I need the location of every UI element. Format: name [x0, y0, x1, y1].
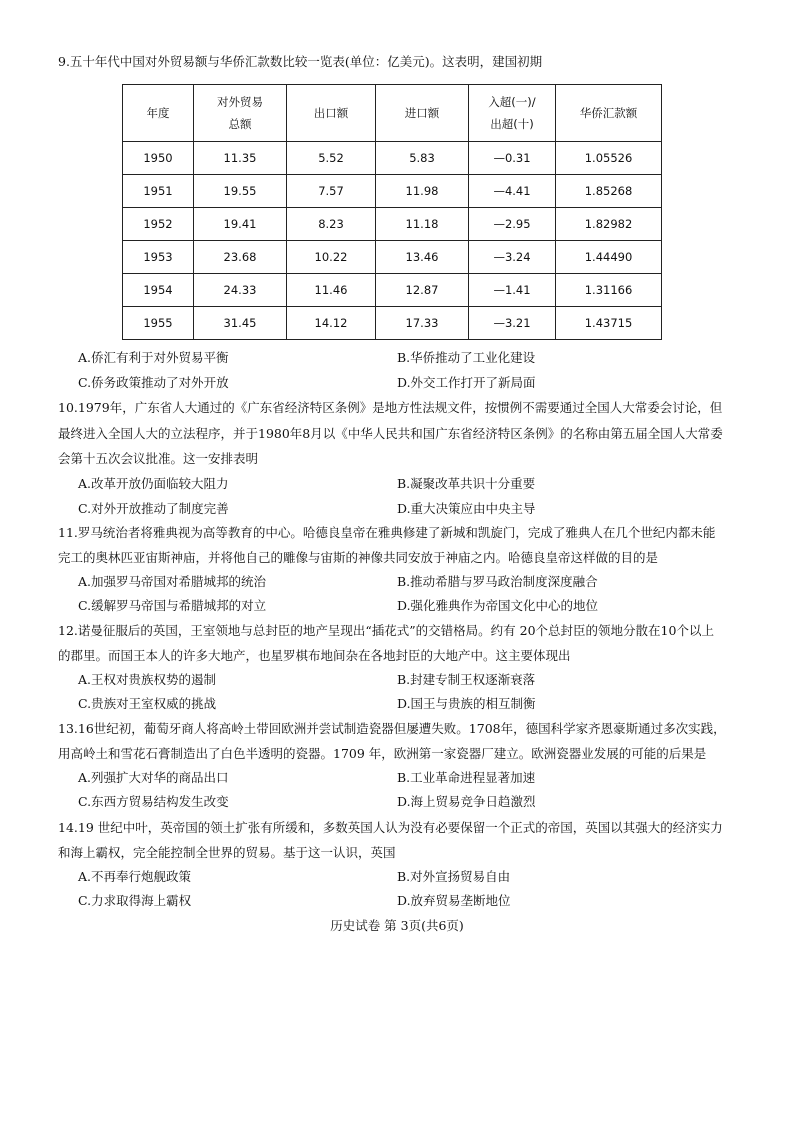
cell-balance: —0.31: [469, 142, 556, 175]
cell-remittance: 1.44490: [556, 241, 662, 274]
q13-option-b: B.工业革命进程显著加速: [397, 770, 536, 785]
q14-option-c: C.力求取得海上霸权: [78, 893, 192, 908]
q14-option-d: D.放弃贸易垄断地位: [397, 893, 511, 908]
header-year: 年度: [123, 85, 194, 142]
q12-stem-line: 的郡里。而国王本人的许多大地产，也星罗棋布地间杂在各地封臣的大地产中。这主要体现出: [58, 648, 571, 663]
q10-stem-line: 10.1979年，广东省人大通过的《广东省经济特区条例》是地方性法规文件，按惯例不需要通过全国人大常委会讨论，但: [58, 400, 723, 415]
cell-export: 8.23: [287, 208, 376, 241]
header-remittance: 华侨汇款额: [556, 85, 662, 142]
q14-option-b: B.对外宣扬贸易自由: [397, 869, 511, 884]
page-footer: 历史试卷 第 3页(共6页): [330, 918, 464, 933]
header-total-line1: 对外贸易: [217, 95, 263, 109]
cell-import: 17.33: [376, 307, 469, 340]
cell-balance: —1.41: [469, 274, 556, 307]
q9-stem: 9.五十年代中国对外贸易额与华侨汇款数比较一览表(单位：亿美元)。这表明，建国初期: [58, 54, 543, 69]
cell-remittance: 1.82982: [556, 208, 662, 241]
header-balance-line2: 出超(十): [490, 117, 534, 131]
cell-export: 5.52: [287, 142, 376, 175]
cell-balance: —3.24: [469, 241, 556, 274]
q14-option-a: A.不再奉行炮舰政策: [78, 869, 192, 884]
cell-export: 10.22: [287, 241, 376, 274]
cell-year: 1950: [123, 142, 194, 175]
table-row: [123, 142, 662, 175]
cell-import: 11.98: [376, 175, 469, 208]
q10-option-a: A.改革开放仍面临较大阻力: [78, 476, 229, 491]
table-row: [123, 241, 662, 274]
cell-import: 13.46: [376, 241, 469, 274]
cell-year: 1953: [123, 241, 194, 274]
q11-stem-line: 11.罗马统治者将雅典视为高等教育的中心。哈德良皇帝在雅典修建了新城和凯旋门，完成了雅典人在几个世纪内都未能: [58, 525, 716, 540]
q12-option-d: D.国王与贵族的相互制衡: [397, 696, 536, 711]
table-row: [123, 307, 662, 340]
cell-import: 11.18: [376, 208, 469, 241]
cell-remittance: 1.31166: [556, 274, 662, 307]
cell-export: 7.57: [287, 175, 376, 208]
cell-year: 1952: [123, 208, 194, 241]
q12-stem-line: 12.诺曼征服后的英国，王室领地与总封臣的地产呈现出“插花式”的交错格局。约有 20个总封臣的领地分散在10个以上: [58, 623, 714, 638]
q11-option-c: C.缓解罗马帝国与希腊城邦的对立: [78, 598, 267, 613]
header-balance-line1: 入超(一)/: [488, 95, 536, 109]
q10-option-c: C.对外开放推动了制度完善: [78, 501, 229, 516]
q13-option-a: A.列强扩大对华的商品出口: [78, 770, 229, 785]
q11-option-b: B.推动希腊与罗马政治制度深度融合: [397, 574, 598, 589]
q13-option-d: D.海上贸易竞争日趋激烈: [397, 794, 536, 809]
cell-total: 19.55: [194, 175, 287, 208]
q11-stem-line: 完工的奥林匹亚宙斯神庙，并将他自己的雕像与宙斯的神像共同安放于神庙之内。哈德良皇帝这样做的目的是: [58, 550, 659, 565]
q10-option-b: B.凝聚改革共识十分重要: [397, 476, 536, 491]
q9-option-b: B.华侨推动了工业化建设: [397, 350, 536, 365]
header-balance: [469, 85, 556, 142]
table-row: [123, 208, 662, 241]
cell-export: 11.46: [287, 274, 376, 307]
q10-stem-line: 最终进入全国人大的立法程序，并于1980年8月以《中华人民共和国广东省经济特区条例》的名称由第五届全国人大常委: [58, 426, 723, 441]
cell-year: 1955: [123, 307, 194, 340]
table-row: [123, 175, 662, 208]
cell-total: 31.45: [194, 307, 287, 340]
cell-total: 11.35: [194, 142, 287, 175]
q10-stem-line: 会第十五次会议批准。这一安排表明: [58, 451, 259, 466]
cell-year: 1954: [123, 274, 194, 307]
q10-option-d: D.重大决策应由中央主导: [397, 501, 536, 516]
cell-import: 5.83: [376, 142, 469, 175]
cell-total: 19.41: [194, 208, 287, 241]
q14-stem-line: 和海上霸权，完全能控制全世界的贸易。基于这一认识，英国: [58, 845, 396, 860]
q13-option-c: C.东西方贸易结构发生改变: [78, 794, 229, 809]
cell-import: 12.87: [376, 274, 469, 307]
q11-option-a: A.加强罗马帝国对希腊城邦的统治: [78, 574, 267, 589]
q12-option-b: B.封建专制王权逐渐衰落: [397, 672, 536, 687]
cell-remittance: 1.05526: [556, 142, 662, 175]
q9-option-d: D.外交工作打开了新局面: [397, 375, 536, 390]
q9-option-a: A.侨汇有利于对外贸易平衡: [78, 350, 229, 365]
header-import: 进口额: [376, 85, 469, 142]
cell-total: 24.33: [194, 274, 287, 307]
q9-option-c: C.侨务政策推动了对外开放: [78, 375, 229, 390]
q12-option-a: A.王权对贵族权势的遏制: [78, 672, 217, 687]
q14-stem-line: 14.19 世纪中叶，英帝国的领土扩张有所缓和，多数英国人认为没有必要保留一个正式的帝国，英国以其强大的经济实力: [58, 820, 723, 835]
header-total-line2: 总额: [228, 117, 252, 131]
cell-balance: —3.21: [469, 307, 556, 340]
trade-table: [122, 84, 662, 340]
cell-export: 14.12: [287, 307, 376, 340]
cell-balance: —4.41: [469, 175, 556, 208]
cell-remittance: 1.85268: [556, 175, 662, 208]
cell-total: 23.68: [194, 241, 287, 274]
q12-option-c: C.贵族对王室权威的挑战: [78, 696, 217, 711]
q11-option-d: D.强化雅典作为帝国文化中心的地位: [397, 598, 599, 613]
q13-stem-line: 用高岭土和雪花石膏制造出了白色半透明的瓷器。1709 年，欧洲第一家瓷器厂建立。欧洲瓷器业发展的可能的后果是: [58, 746, 707, 761]
cell-balance: —2.95: [469, 208, 556, 241]
header-export: 出口额: [287, 85, 376, 142]
cell-year: 1951: [123, 175, 194, 208]
table-row: [123, 274, 662, 307]
header-total: [194, 85, 287, 142]
table-header-row: [123, 85, 662, 142]
cell-remittance: 1.43715: [556, 307, 662, 340]
q13-stem-line: 13.16世纪初，葡萄牙商人将高岭土带回欧洲并尝试制造瓷器但屡遭失败。1708年，德国科学家齐恩豪斯通过多次实践，: [58, 721, 726, 736]
